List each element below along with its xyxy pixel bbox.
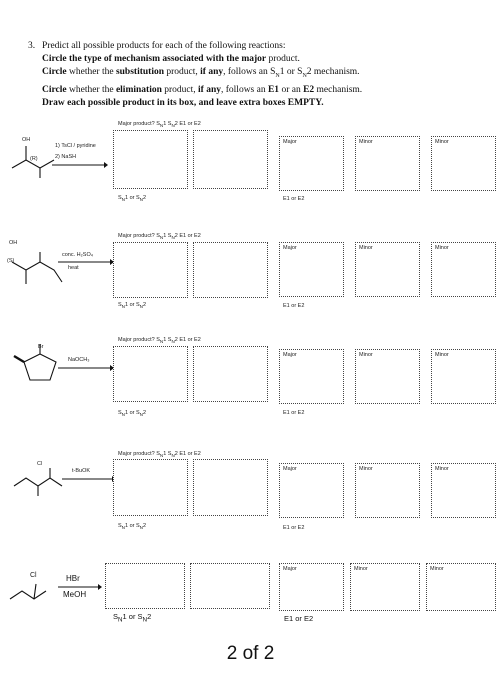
sn-choice-2: $S_N1$ or $S_N2$ xyxy=(118,302,147,310)
minor-box-4b[interactable]: Minor xyxy=(431,463,496,518)
molecule-2 xyxy=(10,240,70,300)
e-choice-4: E1 or E2 xyxy=(283,525,305,531)
molecule-5 xyxy=(8,575,58,605)
minor-box-5a[interactable]: Minor xyxy=(350,563,420,611)
e-choice-1: E1 or E2 xyxy=(283,196,305,202)
reagent-1b: 2) NaSH xyxy=(55,154,77,160)
sn-choice-4: $S_N1$ or $S_N2$ xyxy=(118,523,147,531)
major-product-question-1: Major product? $S_N1$ $S_N2$ E1 or E2 xyxy=(118,121,201,129)
product-box-5a[interactable] xyxy=(105,563,185,609)
stereo-label-2: (S) xyxy=(7,258,15,264)
product-box-1a[interactable] xyxy=(113,130,188,189)
page-number: 2 of 2 xyxy=(226,643,275,664)
instruction-line-3: Circle whether the substitution product, if any, follows an $S_N1$ or $S_N2$ mechanism. xyxy=(42,67,360,80)
major-box-4[interactable]: Major xyxy=(279,463,344,518)
sn-choice-3: $S_N1$ or $S_N2$ xyxy=(118,410,147,418)
major-product-question-2: Major product? $S_N1$ $S_N2$ E1 or E2 xyxy=(118,233,201,241)
reagent-3a: NaOCH₃ xyxy=(68,357,90,363)
minor-box-1a[interactable]: Minor xyxy=(355,136,420,191)
substituent-1: OH xyxy=(22,137,31,143)
reagent-5b: MeOH xyxy=(63,590,87,599)
reagent-2a: conc. H₂SO₄ xyxy=(62,252,93,258)
product-box-5b[interactable] xyxy=(190,563,270,609)
reagent-5a: HBr xyxy=(66,574,80,583)
instruction-line-5: Draw each possible product in its box, and leave extra boxes EMPTY. xyxy=(42,97,324,108)
reaction-arrow-4 xyxy=(62,476,118,482)
sn-choice-5: $S_N1$ or $S_N2$ xyxy=(113,612,152,624)
product-box-2a[interactable] xyxy=(113,242,188,298)
instruction-line-2: Circle the type of mechanism associated with the major product. xyxy=(42,54,300,65)
product-box-1b[interactable] xyxy=(193,130,268,189)
reagent-4a: t-BuOK xyxy=(72,468,91,474)
instruction-line-1: Predict all possible products for each of the following reactions: xyxy=(42,41,286,51)
minor-box-2a[interactable]: Minor xyxy=(355,242,420,297)
minor-box-4a[interactable]: Minor xyxy=(355,463,420,518)
e-choice-5: E1 or E2 xyxy=(284,614,314,623)
reagent-1a: 1) TsCl / pyridine xyxy=(55,143,96,149)
product-box-3b[interactable] xyxy=(193,346,268,402)
product-box-4a[interactable] xyxy=(113,459,188,516)
reaction-arrow-1 xyxy=(52,162,108,168)
major-box-3[interactable]: Major xyxy=(279,349,344,404)
reaction-arrow-5 xyxy=(58,584,104,590)
sn-choice-1: $S_N1$ or $S_N2$ xyxy=(118,195,147,203)
e-choice-3: E1 or E2 xyxy=(283,410,305,416)
product-box-4b[interactable] xyxy=(193,459,268,516)
substituent-5: Cl xyxy=(30,572,37,579)
reaction-arrow-2 xyxy=(58,259,114,265)
major-box-2[interactable]: Major xyxy=(279,242,344,297)
product-box-3a[interactable] xyxy=(113,346,188,402)
e-choice-2: E1 or E2 xyxy=(283,303,305,309)
minor-box-3b[interactable]: Minor xyxy=(431,349,496,404)
major-box-1[interactable]: Major xyxy=(279,136,344,191)
minor-box-5b[interactable]: Minor xyxy=(426,563,496,611)
minor-box-3a[interactable]: Minor xyxy=(355,349,420,404)
substituent-3: Br xyxy=(38,344,44,350)
major-box-5[interactable]: Major xyxy=(279,563,344,611)
instruction-line-4: Circle whether the elimination product, if any, follows an E1 or an E2 mechanism. xyxy=(42,84,363,95)
reaction-arrow-3 xyxy=(58,365,114,371)
minor-box-2b[interactable]: Minor xyxy=(431,242,496,297)
stereo-label-1: (R) xyxy=(30,156,38,162)
minor-box-1b[interactable]: Minor xyxy=(431,136,496,191)
major-product-question-4: Major product? $S_N1$ $S_N2$ E1 or E2 xyxy=(118,451,201,459)
substituent-2: OH xyxy=(9,240,18,246)
question-number: 3. xyxy=(28,41,36,51)
reagent-2b: heat xyxy=(68,265,79,271)
major-product-question-3: Major product? $S_N1$ $S_N2$ E1 or E2 xyxy=(118,337,201,345)
substituent-4: Cl xyxy=(37,461,43,467)
product-box-2b[interactable] xyxy=(193,242,268,298)
